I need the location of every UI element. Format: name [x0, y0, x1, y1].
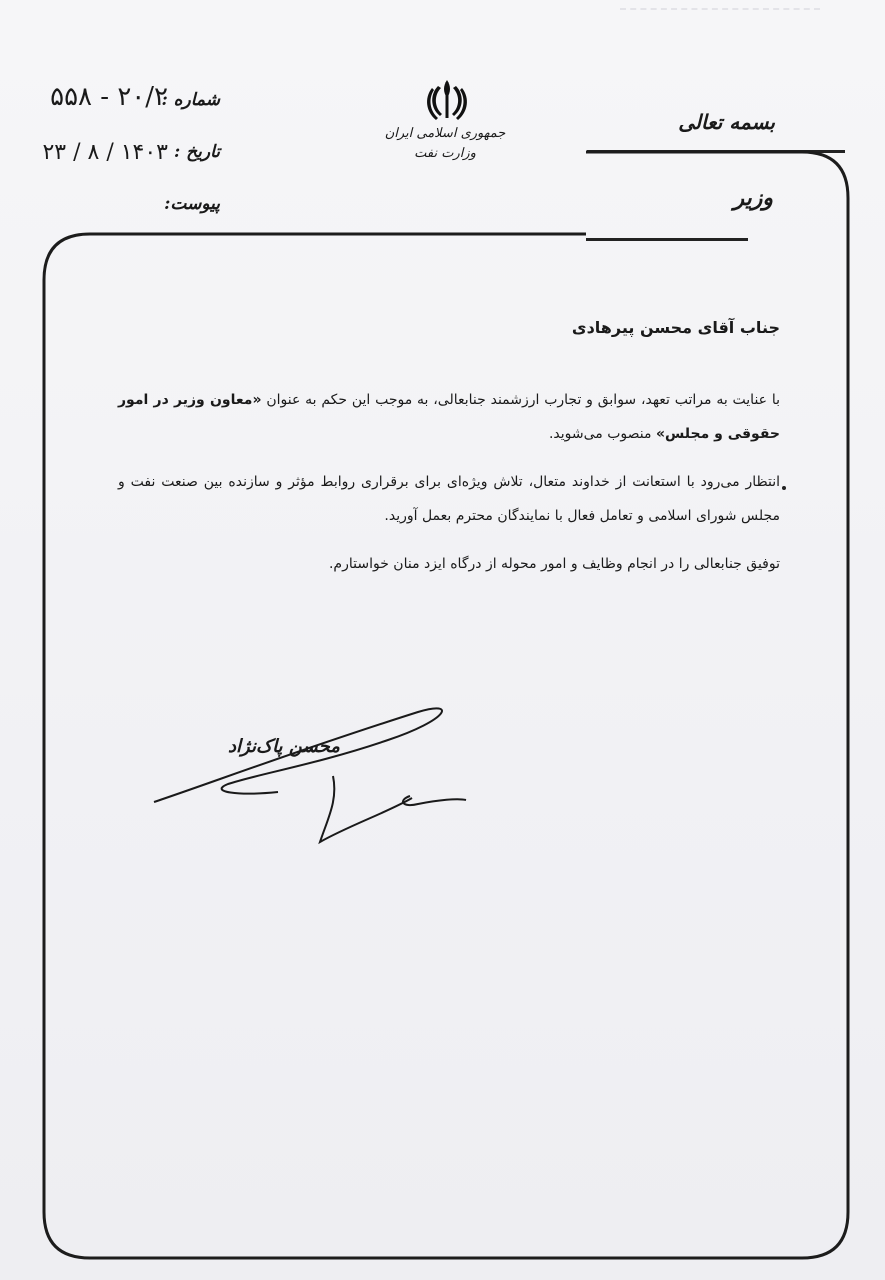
attachment-label: پیوست: — [164, 194, 220, 214]
bismillah-heading: بسمه تعالی — [678, 110, 775, 134]
letter-body — [118, 318, 780, 595]
sender-rule — [586, 238, 748, 241]
top-edge-marks — [620, 8, 820, 16]
date-value: ۱۴۰۳ / ۸ / ۲۳ — [42, 140, 168, 165]
paragraph-closing: توفیق جنابعالی را در انجام وظایف و امور محوله از درگاه ایزد منان خواستارم. — [328, 556, 780, 572]
sender-title: وزیر — [733, 185, 773, 211]
signatory-name: محسن پاک‌نژاد — [228, 736, 340, 757]
ministry-line-country: جمهوری اسلامی ایران — [384, 126, 506, 141]
ministry-letterhead — [380, 124, 510, 164]
date-label: تاریخ : — [173, 142, 220, 162]
handwritten-signature-icon — [148, 700, 478, 850]
meta-date-row — [20, 132, 220, 184]
letter-meta — [20, 80, 220, 236]
paragraph-appointment — [118, 383, 780, 451]
header-rule — [587, 150, 845, 153]
number-value: ۲۰/۲ - ۵۵۸ — [50, 82, 168, 112]
appointment-text: با عنایت به مراتب تعهد، سوابق و تجارب ارزشمند جنابعالی، به موجب این حکم به عنوان — [266, 392, 781, 408]
paragraph-expectation: انتظار می‌رود با استعانت از خداوند متعال، تلاش ویژه‌ای برای برقراری روابط مؤثر و سازنده بین صنعت نفت و مجلس شورای اسلامی و تعامل فعال با نمایندگان محترم بعمل آورید. — [118, 474, 780, 524]
ministry-line-ministry: وزارت نفت — [414, 146, 476, 161]
meta-attachment-row — [20, 184, 220, 236]
meta-number-row — [20, 80, 220, 132]
appointment-title: «معاون وزیر در امور حقوقی و مجلس» — [118, 392, 780, 442]
number-label: شماره : — [161, 90, 220, 110]
iran-emblem-icon — [424, 76, 470, 124]
appointment-suffix: منصوب می‌شوید. — [548, 426, 652, 442]
ink-dot — [782, 486, 786, 490]
addressee: جناب آقای محسن پیرهادی — [571, 318, 780, 337]
